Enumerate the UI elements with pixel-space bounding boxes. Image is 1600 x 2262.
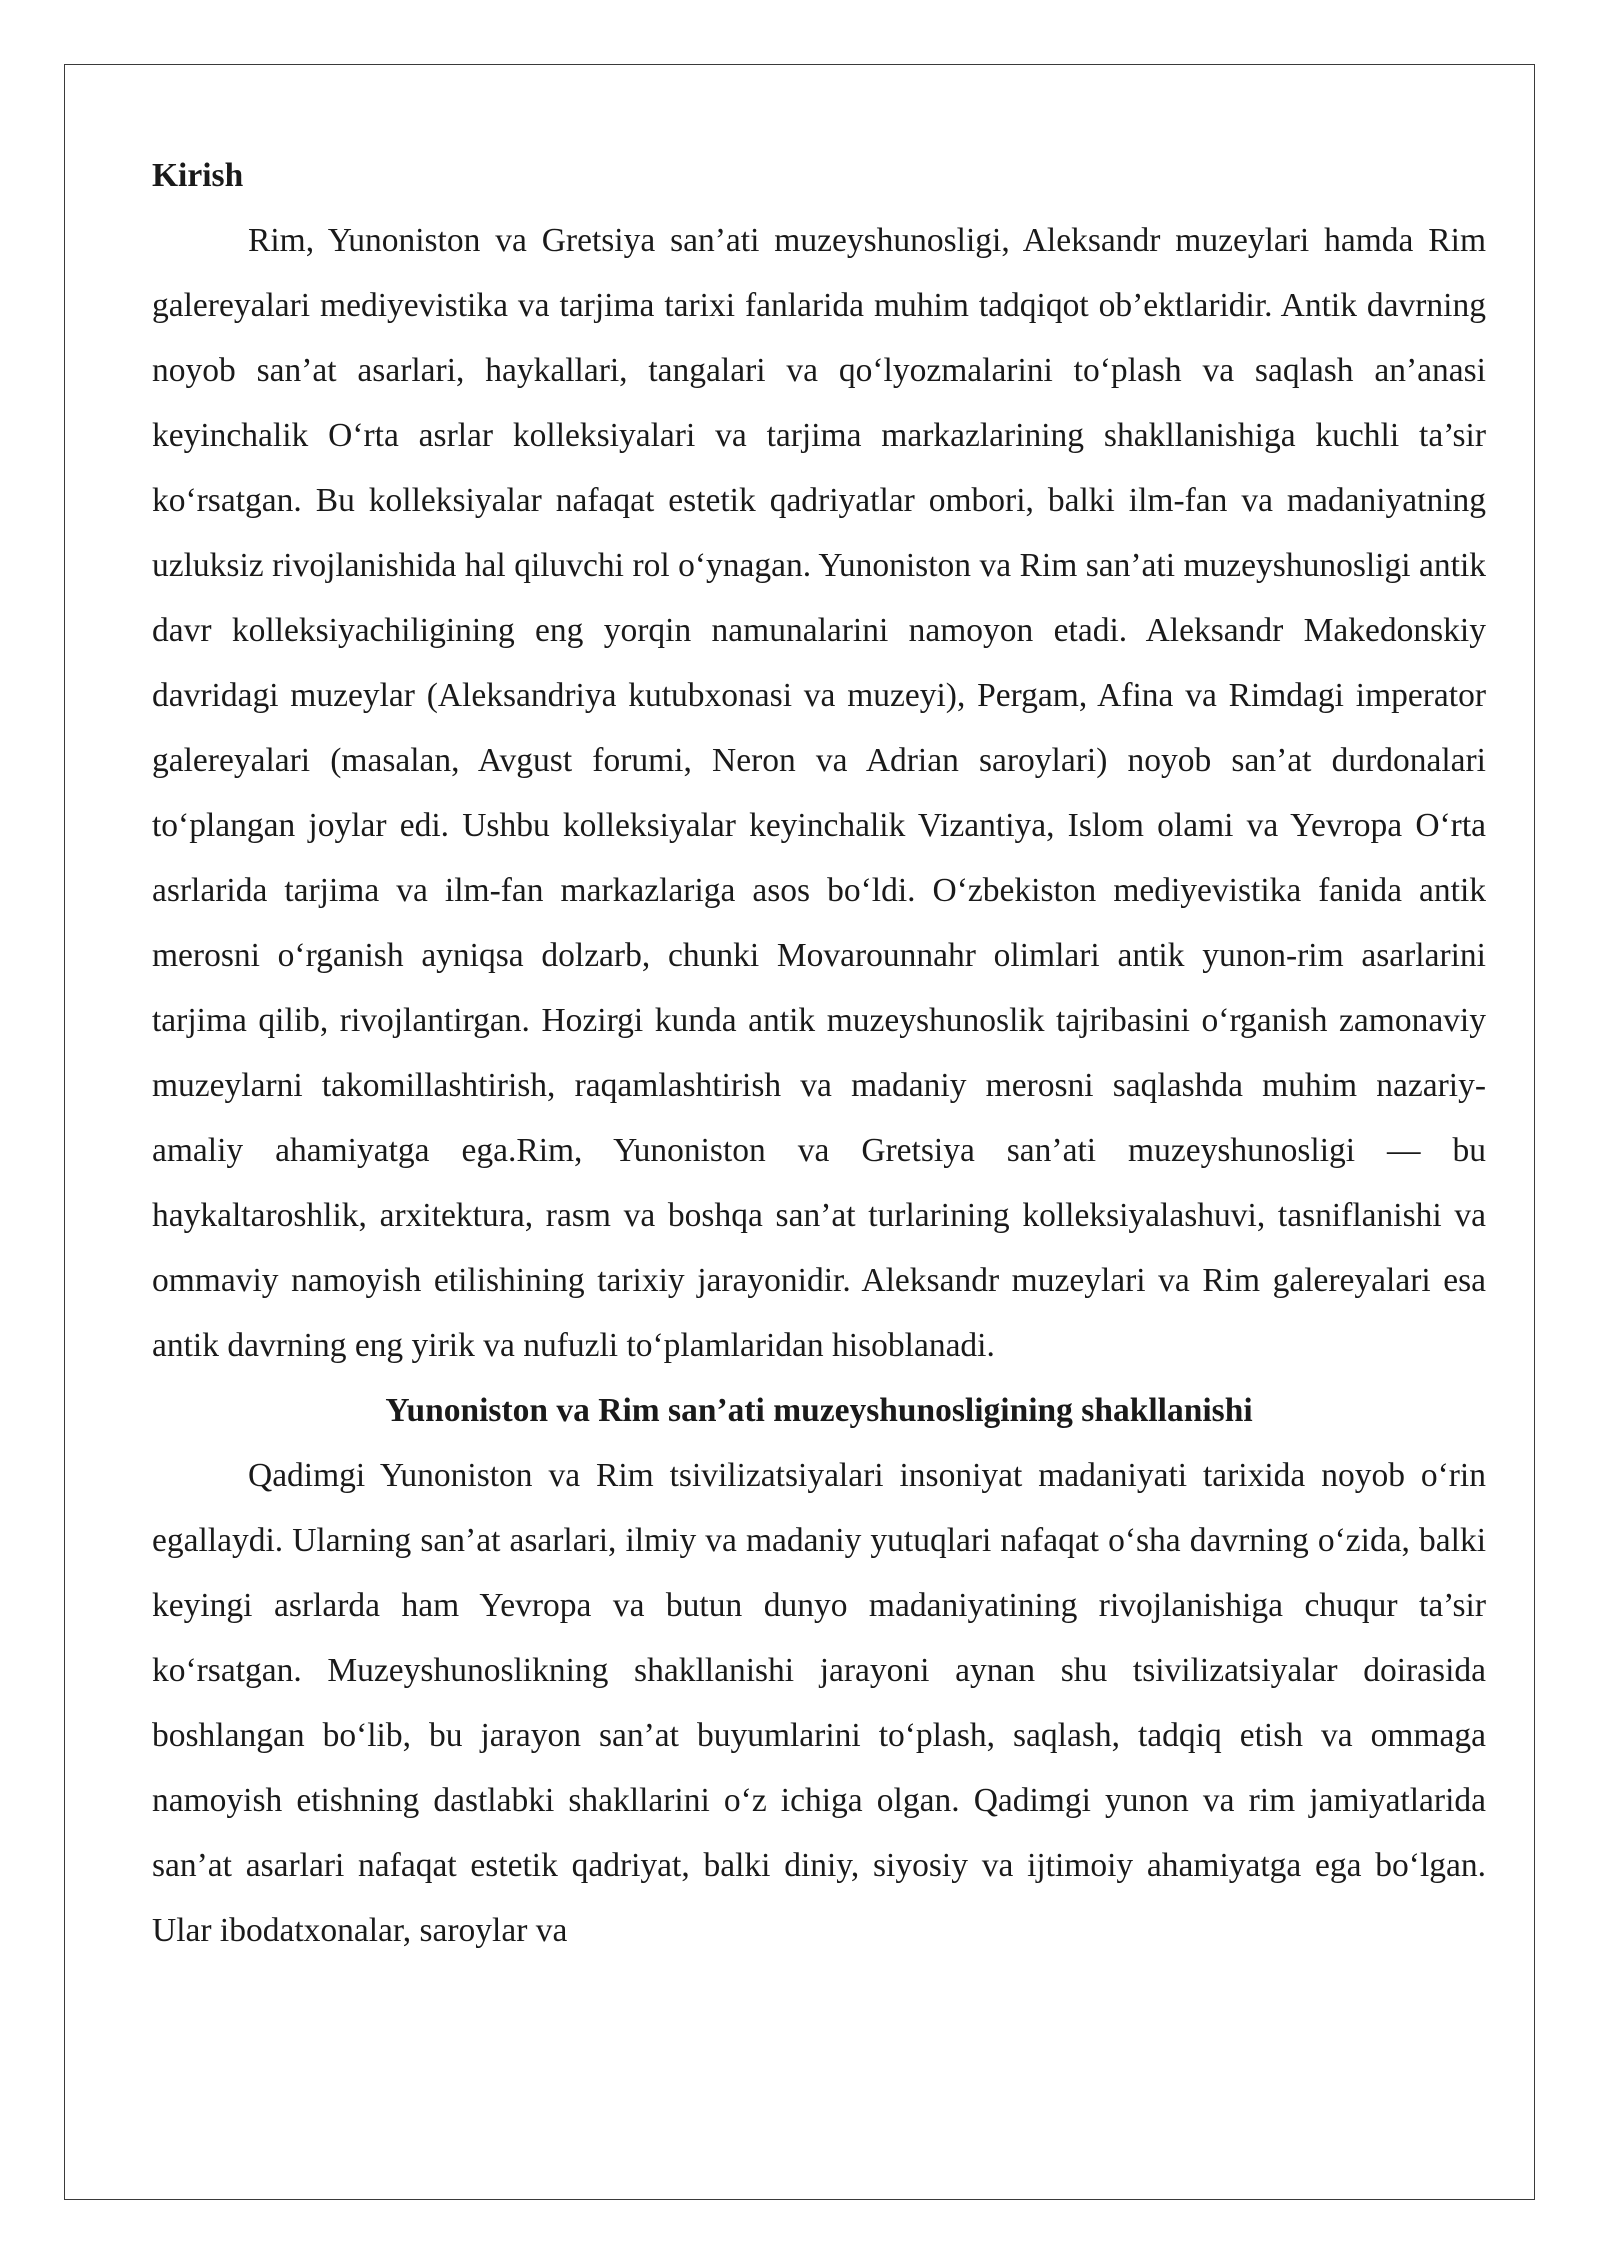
- section-title: Yunoniston va Rim san’ati muzeyshunosligining shakllanishi: [385, 1392, 1253, 1429]
- section-paragraph: Qadimgi Yunoniston va Rim tsivilizatsiyalari insoniyat madaniyati tarixida noyob o‘rin egallaydi. Ularning san’at asarlari, ilmiy va madaniy yutuqlari nafaqat o‘sha davrning o‘zida, balki keyingi asrlarda ham Yevropa va butun dunyo madaniyatining rivojlanishiga chuqur ta’sir ko‘rsatgan. Muzeyshunoslikning shakllanishi jarayoni aynan shu tsivilizatsiyalar doirasida boshlangan bo‘lib, bu jarayon san’at buyumlarini to‘plash, saqlash, tadqiq etish va ommaga namoyish etishning dastlabki shakllarini o‘z ichiga olgan. Qadimgi yunon va rim jamiyatlarida san’at asarlari nafaqat estetik qadriyat, balki diniy, siyosiy va ijtimoiy ahamiyatga ega bo‘lgan. Ular ibodatxonalar, saroylar va: [152, 1457, 1486, 1949]
- intro-heading: Kirish: [152, 157, 244, 194]
- intro-paragraph: Rim, Yunoniston va Gretsiya san’ati muzeyshunosligi, Aleksandr muzeylari hamda Rim galereyalari mediyevistika va tarjima tarixi fanlarida muhim tadqiqot ob’ektlaridir. Antik davrning noyob san’at asarlari, haykallari, tangalari va qo‘lyozmalarini to‘plash va saqlash an’anasi keyinchalik O‘rta asrlar kolleksiyalari va tarjima markazlarining shakllanishiga kuchli ta’sir ko‘rsatgan. Bu kolleksiyalar nafaqat estetik qadriyatlar ombori, balki ilm-fan va madaniyatning uzluksiz rivojlanishida hal qiluvchi rol o‘ynagan. Yunoniston va Rim san’ati muzeyshunosligi antik davr kolleksiyachiligining eng yorqin namunalarini namoyon etadi. Aleksandr Makedonskiy davridagi muzeylar (Aleksandriya kutubxonasi va muzeyi), Pergam, Afina va Rimdagi imperator galereyalari (masalan, Avgust forumi, Neron va Adrian saroylari) noyob san’at durdonalari to‘plangan joylar edi. Ushbu kolleksiyalar keyinchalik Vizantiya, Islom olami va Yevropa O‘rta asrlarida tarjima va ilm-fan markazlariga asos bo‘ldi. O‘zbekiston mediyevistika fanida antik merosni o‘rganish ayniqsa dolzarb, chunki Movarounnahr olimlari antik yunon-rim asarlarini tarjima qilib, rivojlantirgan. Hozirgi kunda antik muzeyshunoslik tajribasini o‘rganish zamonaviy muzeylarni takomillashtirish, raqamlashtirish va madaniy merosni saqlashda muhim nazariy-amaliy ahamiyatga ega.Rim, Yunoniston va Gretsiya san’ati muzeyshunosligi — bu haykaltaroshlik, arxitektura, rasm va boshqa san’at turlarining kolleksiyalashuvi, tasniflanishi va ommaviy namoyish etilishining tarixiy jarayonidir. Aleksandr muzeylari va Rim galereyalari esa antik davrning eng yirik va nufuzli to‘plamlaridan hisoblanadi.: [152, 222, 1486, 1364]
- document-body: [152, 143, 1486, 1963]
